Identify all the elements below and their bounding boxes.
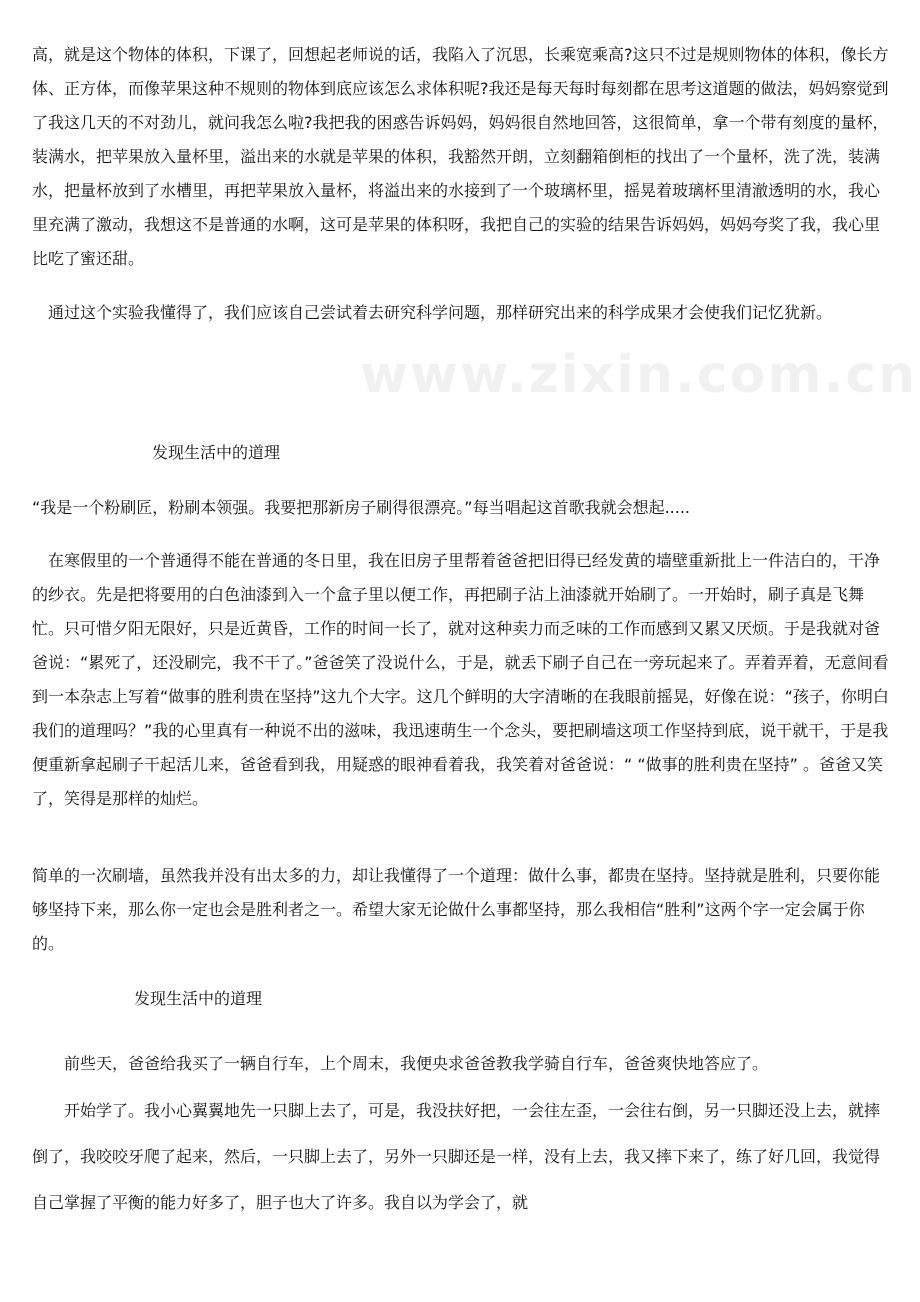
paragraph-bicycle-intro: 前些天，爸爸给我买了一辆自行车，上个周末，我便央求爸爸教我学骑自行车，爸爸爽快地答应了。: [32, 1054, 769, 1073]
heading-discover-truth-1: 发现生活中的道理: [152, 443, 281, 462]
paragraph-apple-conclusion: 通过这个实验我懂得了，我们应该自己尝试着去研究科学问题，那样研究出来的科学成果才会使我们记忆犹新。: [32, 303, 833, 322]
watermark: www.zixin.com.cn: [360, 345, 918, 405]
paragraph-bicycle-learning: 开始学了。我小心翼翼地先一只脚上去了，可是，我没扶好把，一会往左歪，一会往右倒，另一只脚还没上去，就摔倒了，我咬咬牙爬了起来，然后，一只脚上去了，另外一只脚还是一样，没有上去，我又摔下来了，练了好几回，我觉得自己掌握了平衡的能力好多了，胆子也大了许多。我自以为学会了，就: [32, 1101, 881, 1212]
paragraph-painting-wall: 在寒假里的一个普通得不能在普通的冬日里，我在旧房子里帮着爸爸把旧得已经发黄的墙壁重新批上一件洁白的，干净的纱衣。先是把将要用的白色油漆到入一个盒子里以便工作，再把刷子沾上油漆就开始刷了。一开始时，刷子真是飞舞忙。只可惜夕阳无限好，只是近黄昏，工作的时间一长了，就对这种卖力而乏味的工作而感到又累又厌烦。于是我就对爸爸说：“累死了，还没刷完，我不干了。”爸爸笑了没说什么，于是，就丢下刷子自己在一旁玩起来了。弄着弄着，无意间看到一本杂志上写着“做事的胜利贵在坚持”这九个大字。这几个鲜明的大字清晰的在我眼前摇晃，好像在说：“孩子，你明白我们的道理吗？”我的心里真有一种说不出的滋味，我迅速萌生一个念头，要把刷墙这项工作坚持到底，说干就干，于是我便重新拿起刷子干起活儿来，爸爸看到我，用疑惑的眼神看着我，我笑着对爸爸说：“ “做事的胜利贵在坚持” 。爸爸又笑了，笑得是那样的灿烂。: [32, 551, 889, 808]
paragraph-painter-song: “我是一个粉刷匠，粉刷本领强。我要把那新房子刷得很漂亮。”每当唱起这首歌我就会想起.....: [32, 498, 691, 517]
heading-discover-truth-2: 发现生活中的道理: [134, 989, 263, 1008]
paragraph-persistence: 简单的一次刷墙，虽然我并没有出太多的力，却让我懂得了一个道理：做什么事，都贵在坚持。坚持就是胜利，只要你能够坚持下来，那么你一定也会是胜利者之一。希望大家无论做什么事都坚持，那么我相信“胜利”这两个字一定会属于你的。: [32, 866, 881, 953]
paragraph-apple-volume: 高，就是这个物体的体积，下课了，回想起老师说的话，我陷入了沉思，长乘宽乘高?这只不过是规则物体的体积，像长方体、正方体，而像苹果这种不规则的物体到底应该怎么求体积呢?我还是每天每时每刻都在思考这道题的做法，妈妈察觉到了我这几天的不对劲儿，就问我怎么啦?我把我的困惑告诉妈妈，妈妈很自然地回答，这很简单，拿一个带有刻度的量杯，装满水，把苹果放入量杯里，溢出来的水就是苹果的体积，我豁然开朗，立刻翻箱倒柜的找出了一个量杯，洗了洗，装满水，把量杯放到了水槽里，再把苹果放入量杯，将溢出来的水接到了一个玻璃杯里，摇晃着玻璃杯里清澈透明的水，我心里充满了激动，我想这不是普通的水啊，这可是苹果的体积呀，我把自己的实验的结果告诉妈妈，妈妈夸奖了我，我心里比吃了蜜还甜。: [32, 45, 889, 268]
